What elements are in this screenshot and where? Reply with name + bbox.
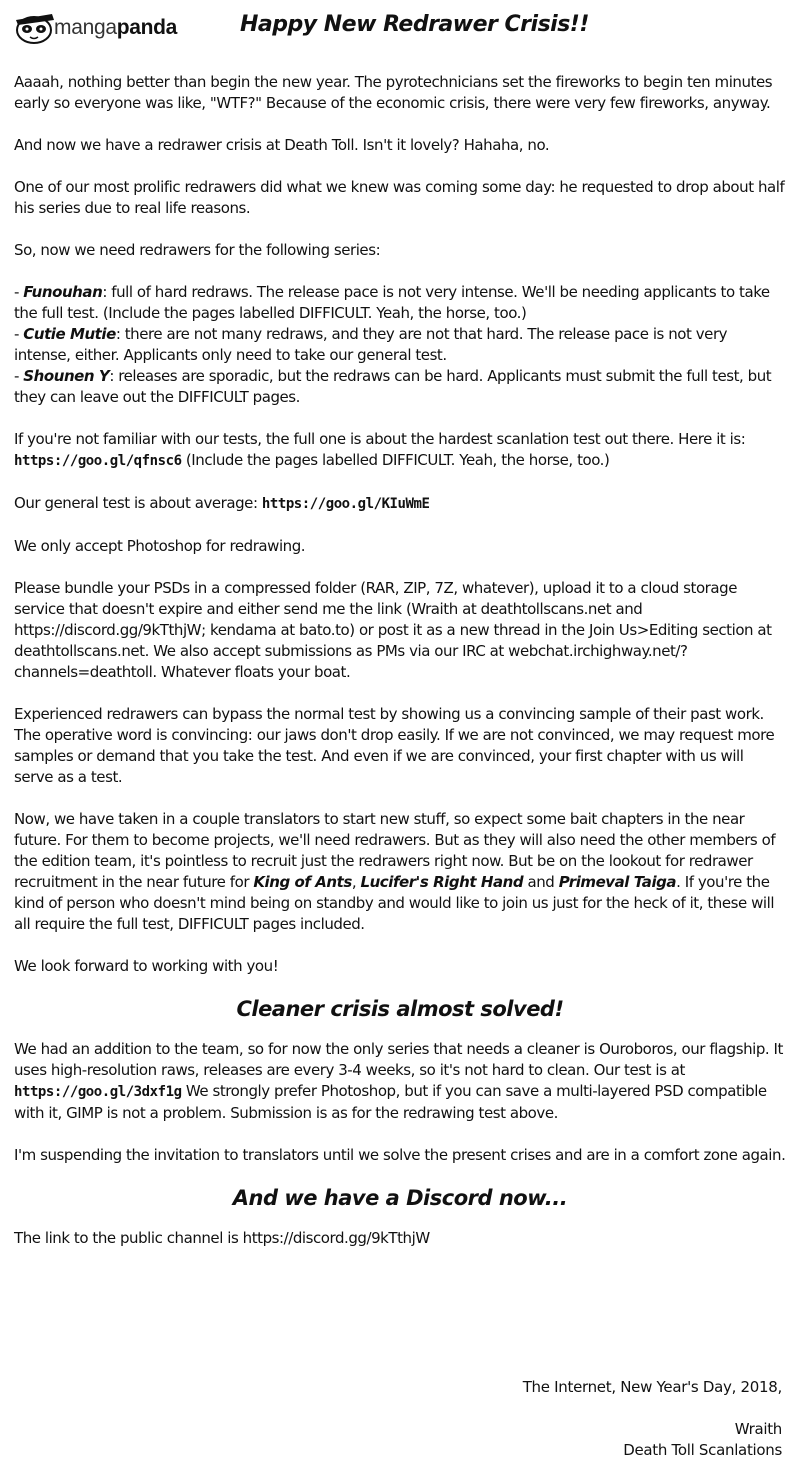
signature-name: Wraith bbox=[734, 1420, 782, 1438]
cleaner-test-link[interactable]: https://goo.gl/3dxf1g bbox=[14, 1084, 182, 1100]
series-list bbox=[14, 282, 786, 408]
series-text: : there are not many redraws, and they are not that hard. The release pace is not very intense, either. Applicants only need to take our general test. bbox=[14, 325, 728, 364]
text: and bbox=[523, 873, 559, 891]
panda-icon bbox=[10, 8, 58, 48]
text: Our general test is about average: bbox=[14, 494, 262, 512]
paragraph-general-test bbox=[14, 493, 786, 515]
section-title-discord: And we have a Discord now... bbox=[232, 1186, 568, 1210]
series-name: Cutie Mutie bbox=[23, 325, 116, 343]
paragraph-suspending: I'm suspending the invitation to translators until we solve the present crises and are in a comfort zone again. bbox=[14, 1146, 786, 1164]
main-content bbox=[14, 72, 786, 1270]
paragraph-experienced: Experienced redrawers can bypass the normal test by showing us a convincing sample of their past work. The operative word is convincing: our jaws don't drop easily. If we are not convinced, we may request more samples or demand that you take the test. And even if we are convinced, your first chapter with us will serve as a test. bbox=[14, 705, 775, 786]
title-primeval-taiga: Primeval Taiga bbox=[558, 873, 677, 891]
paragraph-crisis: And now we have a redrawer crisis at Death Toll. Isn't it lovely? Hahaha, no. bbox=[14, 136, 550, 154]
text: If you're not familiar with our tests, the full one is about the hardest scanlation test out there. Here it is: bbox=[14, 430, 746, 448]
paragraph-look-forward: We look forward to working with you! bbox=[14, 957, 279, 975]
signature-place-date: The Internet, New Year's Day, 2018, bbox=[522, 1378, 782, 1396]
text: . If you're the kind of person who doesn't mind being on standby and would like to join us just for the heck of it, these will all require the full test, DIFFICULT pages included. bbox=[14, 873, 775, 933]
paragraph-submission: Please bundle your PSDs in a compressed folder (RAR, ZIP, 7Z, whatever), upload it to a cloud storage service that doesn't expire and either send me the link (Wraith at deathtollscans.net and https://discord.gg/9kTthjW; kendama at bato.to) or post it as a new thread in the Join Us>Editing section at deathtollscans.net. We also accept submissions as PMs via our IRC at webchat.irchighway.net/?channels=deathtoll. Whatever floats your boat. bbox=[14, 579, 772, 681]
logo-text-bold: panda bbox=[116, 16, 178, 39]
title-king-of-ants: King of Ants bbox=[253, 873, 352, 891]
page-title: Happy New Redrawer Crisis!! bbox=[240, 12, 589, 37]
mangapanda-logo[interactable] bbox=[10, 8, 177, 48]
signature-block bbox=[623, 1419, 782, 1461]
list-item: - Shounen Y: releases are sporadic, but the redraws can be hard. Applicants must submit the full test, but they can leave out the DIFFICULT pages. bbox=[14, 367, 772, 406]
paragraph-drop: One of our most prolific redrawers did what we knew was coming some day: he requested to drop about half his series due to real life reasons. bbox=[14, 178, 785, 217]
full-test-link[interactable]: https://goo.gl/qfnsc6 bbox=[14, 453, 182, 469]
header bbox=[0, 0, 800, 60]
signature-group: Death Toll Scanlations bbox=[623, 1441, 782, 1459]
text: (Include the pages labelled DIFFICULT. Yeah, the horse, too.) bbox=[181, 451, 610, 469]
text: We strongly prefer Photoshop, but if you can save a multi-layered PSD compatible with it, GIMP is not a problem. Submission is as for the redrawing test above. bbox=[14, 1082, 767, 1122]
series-name: Shounen Y bbox=[23, 367, 110, 385]
logo-text bbox=[54, 16, 177, 40]
logo-text-light: manga bbox=[54, 16, 117, 39]
paragraph-need: So, now we need redrawers for the following series: bbox=[14, 241, 381, 259]
title-lucifers-right-hand: Lucifer's Right Hand bbox=[360, 873, 524, 891]
text: Now, we have taken in a couple translators to start new stuff, so expect some bait chapters in the near future. For them to become projects, we'll need redrawers. But as they will also need the other members of the edition team, it's pointless to recruit just the redrawers right now. But be on the lookout for redrawer recruitment in the near future for bbox=[14, 810, 776, 891]
series-text: : full of hard redraws. The release pace is not very intense. We'll be needing applicants to take the full test. (Include the pages labelled DIFFICULT. Yeah, the horse, too.) bbox=[14, 283, 770, 322]
series-name: Funouhan bbox=[23, 283, 103, 301]
list-item: - Cutie Mutie: there are not many redraws, and they are not that hard. The release pace is not very intense, either. Applicants only need to take our general test. bbox=[14, 325, 728, 364]
paragraph-translators bbox=[14, 809, 786, 935]
section-title-cleaner: Cleaner crisis almost solved! bbox=[236, 997, 564, 1021]
paragraph-intro: Aaaah, nothing better than begin the new year. The pyrotechnicians set the fireworks to begin ten minutes early so everyone was like, "WTF?" Because of the economic crisis, there were very few fireworks, anyway. bbox=[14, 73, 773, 112]
paragraph-photoshop: We only accept Photoshop for redrawing. bbox=[14, 537, 306, 555]
paragraph-discord: The link to the public channel is https://discord.gg/9kTthjW bbox=[14, 1229, 430, 1247]
series-text: : releases are sporadic, but the redraws can be hard. Applicants must submit the full test, but they can leave out the DIFFICULT pages. bbox=[14, 367, 772, 406]
paragraph-cleaner bbox=[14, 1039, 786, 1124]
text: We had an addition to the team, so for now the only series that needs a cleaner is Ouroboros, our flagship. It uses high-resolution raws, releases are every 3-4 weeks, so it's not hard to clean. Our test is at bbox=[14, 1040, 783, 1079]
paragraph-full-test bbox=[14, 429, 786, 472]
text: , bbox=[351, 873, 361, 891]
list-item: - Funouhan: full of hard redraws. The release pace is not very intense. We'll be needing applicants to take the full test. (Include the pages labelled DIFFICULT. Yeah, the horse, too.) bbox=[14, 283, 770, 322]
general-test-link[interactable]: https://goo.gl/KIuWmE bbox=[261, 496, 430, 512]
